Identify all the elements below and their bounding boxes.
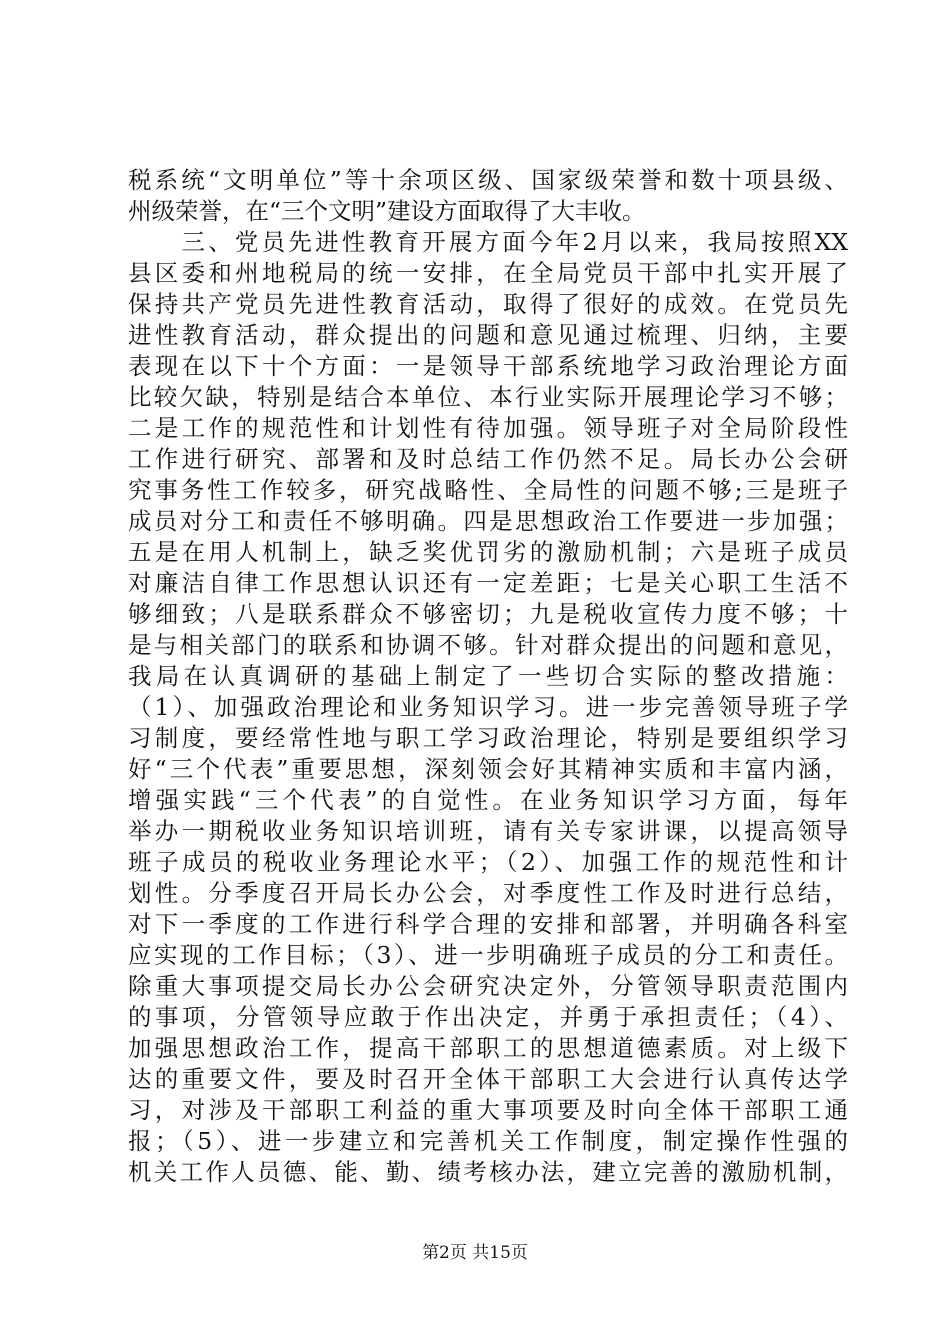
document-body	[128, 165, 848, 1188]
text-line: 我局在认真调研的基础上制定了一些切合实际的整改措施：	[128, 662, 848, 690]
text-line: 县区委和州地税局的统一安排，在全局党员干部中扎实开展了	[128, 259, 848, 287]
text-line: 税系统“文明单位”等十余项区级、国家级荣誉和数十项县级、	[128, 166, 848, 194]
text-line: 对廉洁自律工作思想认识还有一定差距；七是关心职工生活不	[128, 569, 848, 597]
text-line: 五是在用人机制上，缺乏奖优罚劣的激励机制；六是班子成员	[128, 538, 848, 566]
text-line: 二是工作的规范性和计划性有待加强。领导班子对全局阶段性	[128, 414, 848, 442]
text-line: 应实现的工作目标；（3）、进一步明确班子成员的分工和责任。	[128, 941, 848, 969]
text-line: 表现在以下十个方面：一是领导干部系统地学习政治理论方面	[128, 352, 848, 380]
text-line: 达的重要文件，要及时召开全体干部职工大会进行认真传达学	[128, 1065, 848, 1093]
page-number-footer: 第2页 共15页	[422, 1243, 528, 1263]
text-line: 划性。分季度召开局长办公会，对季度性工作及时进行总结，	[128, 879, 848, 907]
text-line: 增强实践“三个代表”的自觉性。在业务知识学习方面，每年	[128, 786, 848, 814]
text-line: 好“三个代表”重要思想，深刻领会好其精神实质和丰富内涵，	[128, 755, 848, 783]
text-line: 究事务性工作较多，研究战略性、全局性的问题不够;三是班子	[128, 476, 848, 504]
text-line: 进性教育活动，群众提出的问题和意见通过梳理、归纳，主要	[128, 321, 848, 349]
text-line: 工作进行研究、部署和及时总结工作仍然不足。局长办公会研	[128, 445, 848, 473]
text-line: 机关工作人员德、能、勤、绩考核办法，建立完善的激励机制，	[128, 1158, 848, 1186]
text-line: 州级荣誉，在“三个文明”建设方面取得了大丰收。	[128, 197, 646, 225]
text-line: 成员对分工和责任不够明确。四是思想政治工作要进一步加强；	[128, 507, 848, 535]
text-line: 的事项，分管领导应敢于作出决定，并勇于承担责任；（4）、	[128, 1003, 848, 1031]
text-line: 举办一期税收业务知识培训班，请有关专家讲课，以提高领导	[128, 817, 848, 845]
text-line: 习，对涉及干部职工利益的重大事项要及时向全体干部职工通	[128, 1096, 848, 1124]
text-line: 是与相关部门的联系和协调不够。针对群众提出的问题和意见，	[128, 631, 848, 659]
text-line: 够细致；八是联系群众不够密切；九是税收宣传力度不够；十	[128, 600, 848, 628]
text-line: （1）、加强政治理论和业务知识学习。进一步完善领导班子学	[128, 693, 848, 721]
text-line: 比较欠缺，特别是结合本单位、本行业实际开展理论学习不够；	[128, 383, 848, 411]
text-line: 三、党员先进性教育开展方面今年2月以来，我局按照XX	[128, 228, 848, 256]
text-line: 习制度，要经常性地与职工学习政治理论，特别是要组织学习	[128, 724, 848, 752]
text-line: 对下一季度的工作进行科学合理的安排和部署，并明确各科室	[128, 910, 848, 938]
text-line: 报；（5）、进一步建立和完善机关工作制度，制定操作性强的	[128, 1127, 848, 1155]
text-line: 班子成员的税收业务理论水平；（2）、加强工作的规范性和计	[128, 848, 848, 876]
text-line: 保持共产党员先进性教育活动，取得了很好的成效。在党员先	[128, 290, 848, 318]
text-line: 除重大事项提交局长办公会研究决定外，分管领导职责范围内	[128, 972, 848, 1000]
text-line: 加强思想政治工作，提高干部职工的思想道德素质。对上级下	[128, 1034, 848, 1062]
